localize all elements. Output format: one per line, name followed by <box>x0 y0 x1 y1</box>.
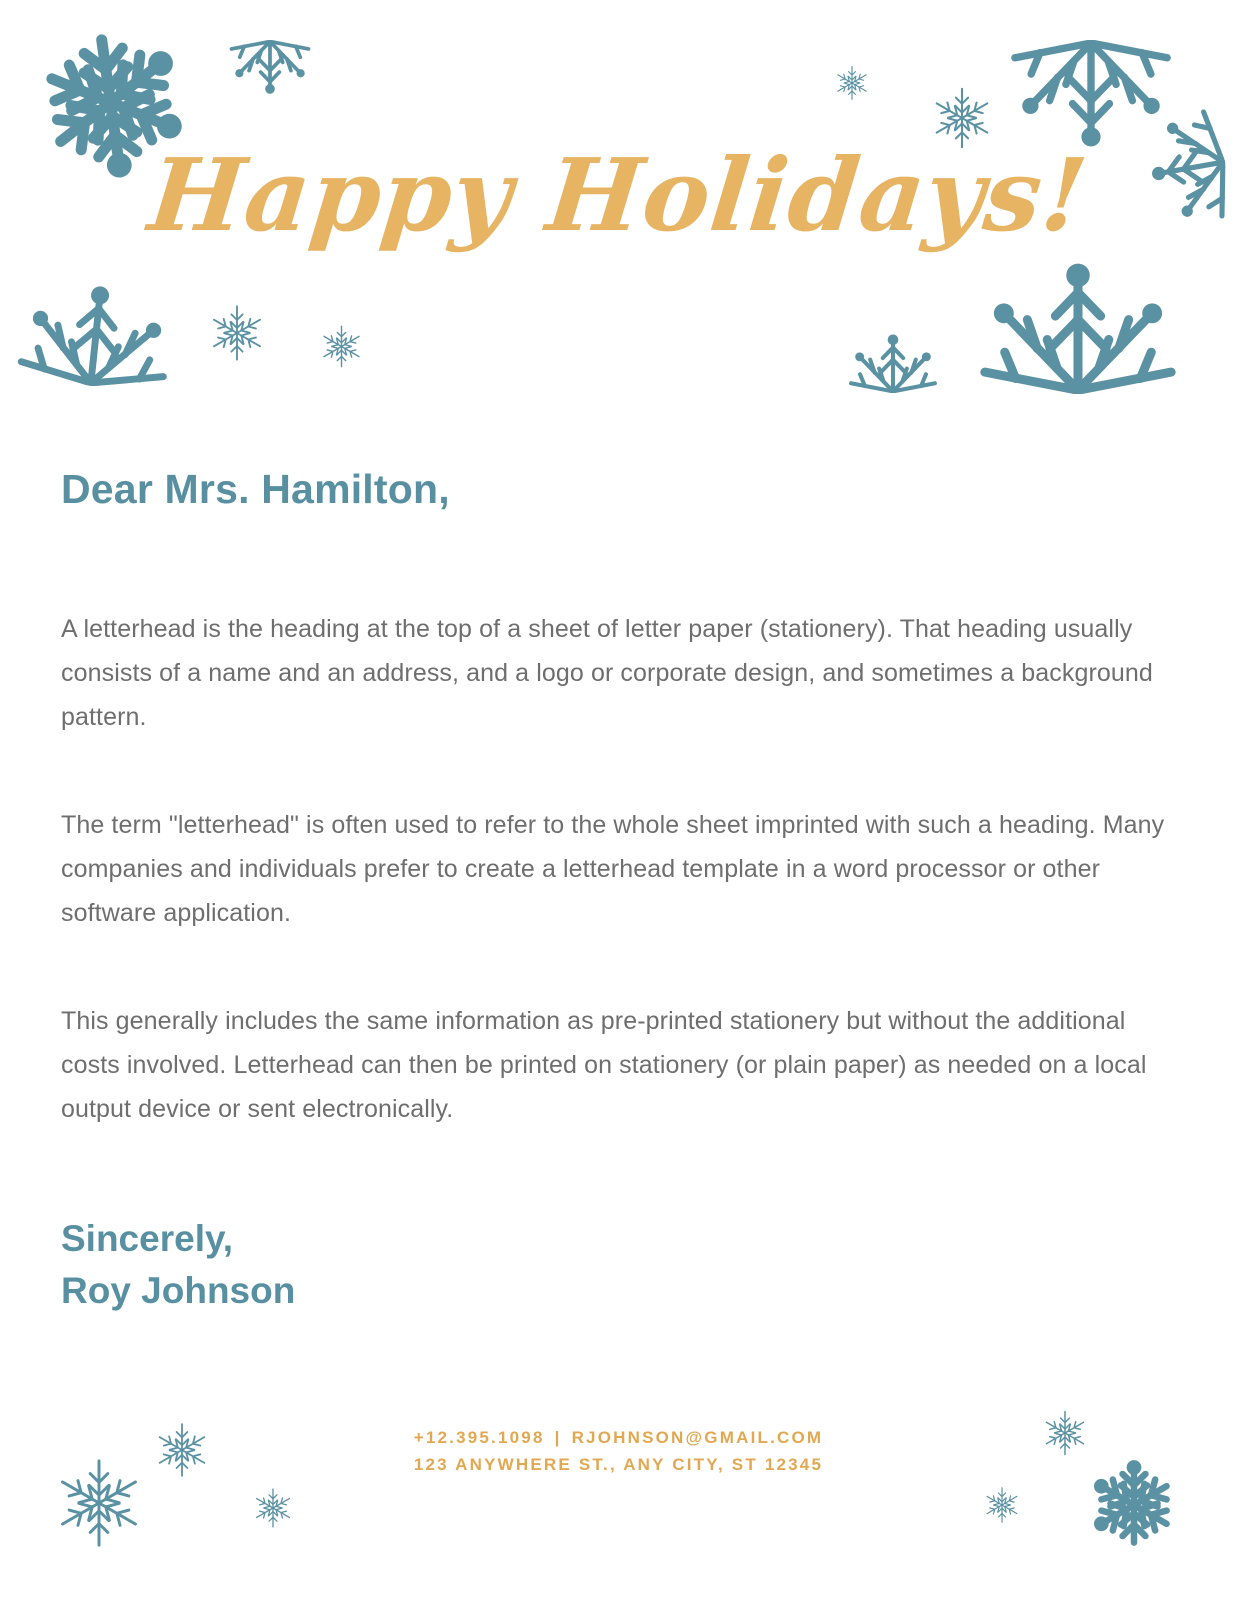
snowflake-icon <box>974 258 1182 394</box>
letter-paragraph: The term "letterhead" is often used to refer to the whole sheet imprinted with such a heading. Many companies and individuals prefer to create a letterhead template in a word processor or other software application. <box>61 811 1165 927</box>
footer-phone: +12.395.1098 <box>413 1428 545 1447</box>
snowflake-icon <box>982 1485 1022 1525</box>
letter-body <box>61 464 1176 1317</box>
footer-line-1 <box>0 1424 1237 1451</box>
greeting: Dear Mrs. Hamilton, <box>61 466 450 512</box>
snowflake-icon <box>251 1486 295 1530</box>
footer-address: 123 ANYWHERE ST., ANY CITY, ST 12345 <box>413 1455 824 1474</box>
snowflake-icon <box>318 323 365 370</box>
snowflake-icon <box>833 64 871 102</box>
closing: Sincerely, <box>61 1218 234 1259</box>
footer-email: RJOHNSON@GMAIL.COM <box>571 1428 824 1447</box>
snowflake-icon <box>227 40 313 96</box>
footer-separator: | <box>554 1428 562 1447</box>
signature-name: Roy Johnson <box>61 1270 296 1311</box>
letter-paragraph: This generally includes the same information as pre-printed stationery but without the additional costs involved. Letterhead can then be printed on stationery (or plain paper) as needed on a local output device or sent electronically. <box>61 1007 1147 1123</box>
page-title: Happy Holidays! <box>143 136 1094 254</box>
footer-contact <box>0 1424 1237 1478</box>
snowflake-icon <box>846 332 940 393</box>
letter-paragraph: A letterhead is the heading at the top of a sheet of letter paper (stationery). That heading usually consists of a name and an address, and a logo or corporate design, and sometimes a background pattern. <box>61 615 1153 731</box>
snowflake-icon <box>11 274 181 394</box>
snowflake-icon <box>206 302 268 364</box>
